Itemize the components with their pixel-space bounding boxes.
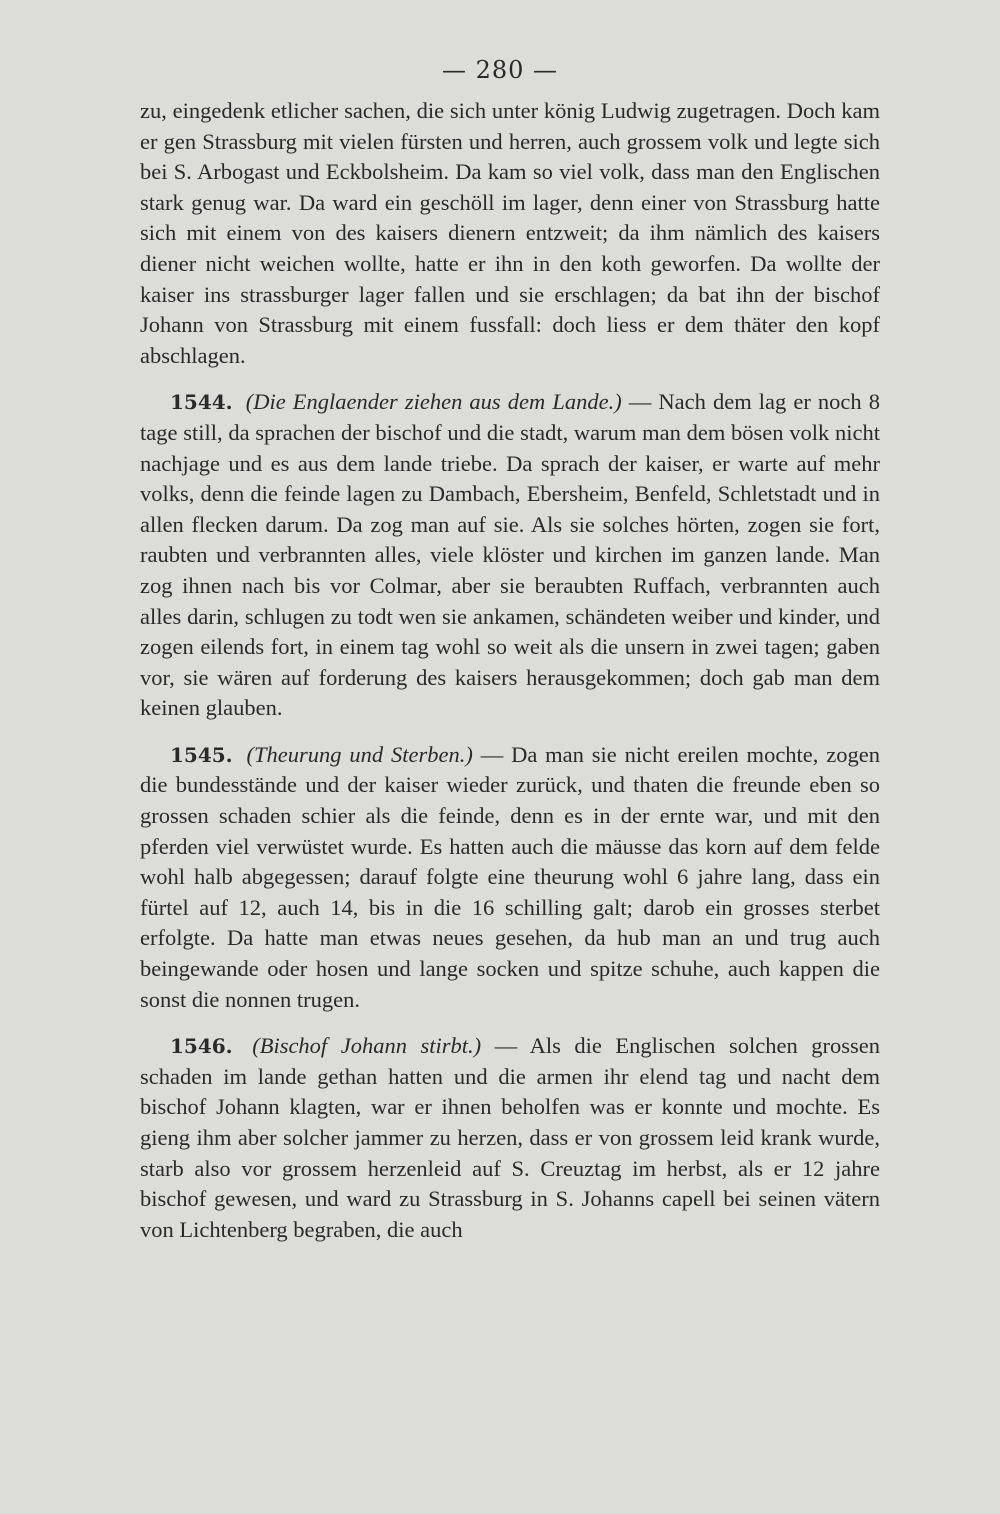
entry-heading: (Bischof Johann stirbt.): [252, 1033, 482, 1059]
entry-text: — Nach dem lag er noch 8 tage still, da sprachen der bischof und die stadt, warum man dem bösen volk nicht nachjage und es aus dem lande triebe. Da sprach der kaiser, er warte auf mehr volks, denn die feinde lagen zu Dambach, Ebersheim, Benfeld, Schletstadt und in allen flecken darum. Da zog man auf sie. Als sie solches hörten, zogen sie fort, raubten und verbrannten alles, viele klöster und kirchen im ganzen lande. Man zog ihnen nach bis vor Colmar, aber sie beraubten Ruffach, verbrannten auch alles darin, schlugen zu todt wen sie ankamen, schändeten weiber und kinder, und zogen eilends fort, in einem tag wohl so weit als die unsern in zwei tagen; gaben vor, sie wären auf forderung des kaisers herausgekommen; doch gab man dem keinen glauben.: [140, 389, 881, 721]
body-text: [140, 96, 880, 1261]
entry-heading: (Theurung und Sterben.): [246, 741, 473, 767]
entry-1546: [140, 1031, 880, 1245]
entry-1544: [140, 387, 880, 724]
entry-1545: [140, 740, 880, 1015]
entry-year: 1546.: [170, 1034, 233, 1059]
entry-year: 1545.: [170, 742, 233, 767]
paragraph-text: zu, eingedenk etlicher sachen, die sich unter könig Ludwig zugetragen. Doch kam er gen Strassburg mit vielen fürsten und herren, auch grossem volk und legte sich bei S. Arbogast und Eckbolsheim. Da kam so viel volk, dass man den Englischen stark genug war. Da ward ein geschöll im lager, denn einer von Strassburg hatte sich mit einem von des kaisers dienern entzweit; da ihm nämlich des kaisers diener nicht weichen wollte, hatte er ihn in den koth geworfen. Da wollte der kaiser ins strassburger lager fallen und sie erschlagen; da bat ihn der bischof Johann von Strassburg mit einem fussfall: doch liess er dem thäter den kopf abschlagen.: [140, 98, 880, 368]
page-number: — 280 —: [441, 56, 559, 84]
paragraph-continuation: [140, 96, 880, 371]
entry-text: — Da man sie nicht ereilen mochte, zogen die bundesstände und der kaiser wieder zurück, und thaten die freunde eben so grossen schaden schier als die feinde, denn es in der ernte war, und mit den pferden viel verwüstet wurde. Es hatten auch die mäusse das korn auf dem felde wohl halb abgegessen; darauf folgte eine theurung wohl 6 jahre lang, dass ein fürtel auf 12, auch 14, bis in die 16 schilling galt; darob ein grosses sterbet erfolgte. Da hatte man etwas neues gesehen, da hub man an und trug auch beingewande oder hosen und lange socken und spitze schuhe, auch kappen die sonst die nonnen trugen.: [140, 741, 880, 1012]
entry-text: — Als die Englischen solchen grossen schaden im lande gethan hatten und die armen ihr elend tag und nacht dem bischof Johann klagten, war er ihnen beholfen was er konnte und mochte. Es gieng ihm aber solcher jammer zu herzen, dass er von grossem leid krank wurde, starb also vor grossem herzenleid auf S. Creuztag im herbst, als er 12 jahre bischof gewesen, und ward zu Strassburg in S. Johanns capell bei seinen vätern von Lichtenberg begraben, die auch: [140, 1033, 881, 1242]
entry-year: 1544.: [170, 390, 233, 415]
entry-heading: (Die Englaender ziehen aus dem Lande.): [245, 389, 622, 415]
